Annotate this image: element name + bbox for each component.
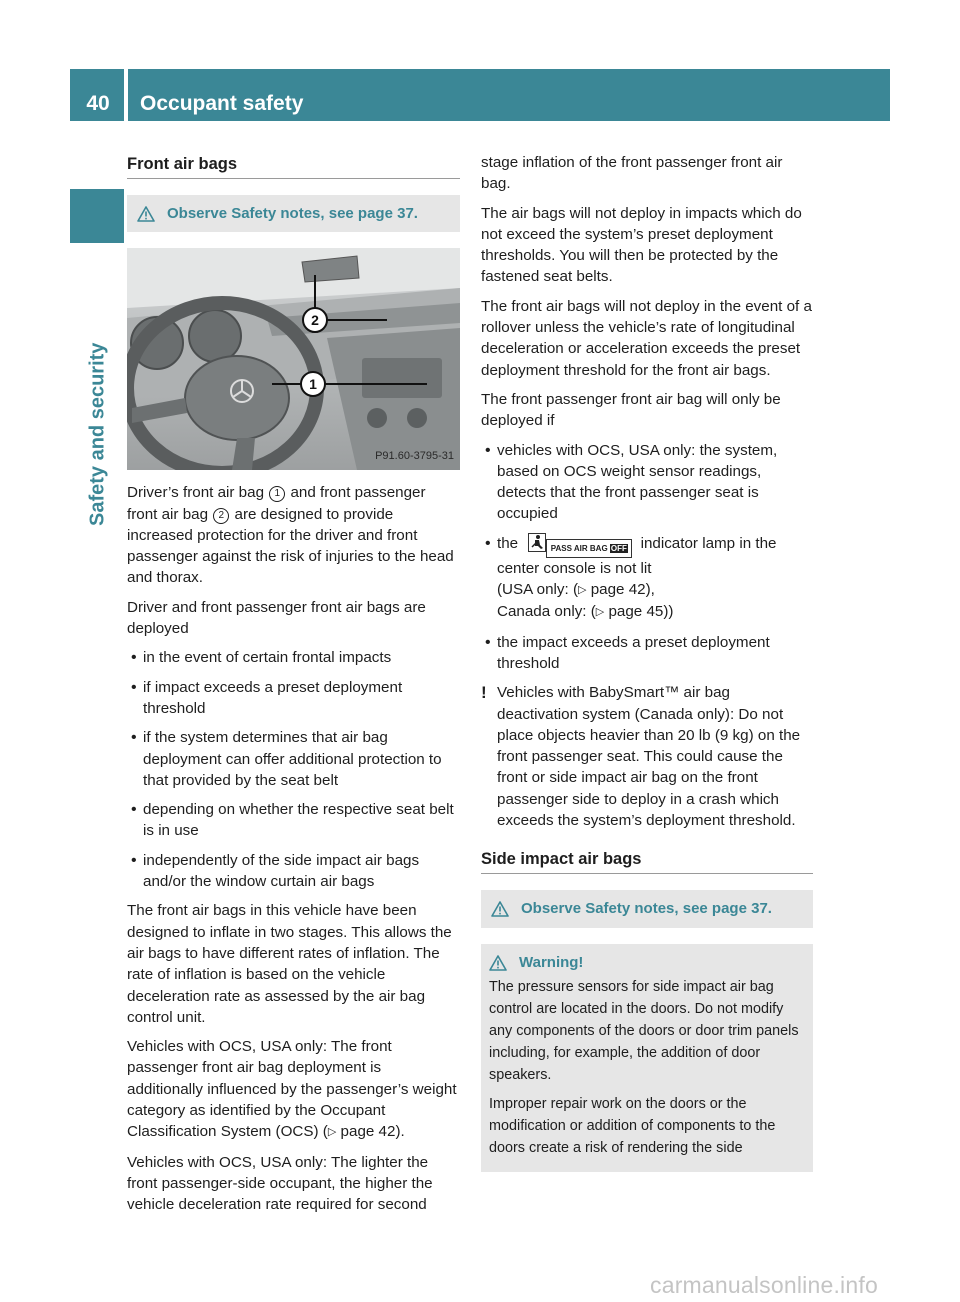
warning-box (481, 944, 813, 1172)
caution-exclamation-icon: ! (481, 683, 487, 703)
section-heading-side-impact: Side impact air bags (481, 847, 813, 874)
passenger-conditions-list (481, 440, 813, 675)
safety-note-text: Observe Safety notes, see page 37. (521, 900, 772, 918)
marker-2: 2 (213, 508, 229, 524)
deploy-conditions-list (127, 647, 460, 892)
warning-title: Warning! (519, 953, 584, 971)
right-column (481, 152, 813, 1172)
list-item: • the impact exceeds a preset deployment threshold (481, 632, 813, 675)
side-tab-label: Safety and security (86, 342, 109, 526)
section-heading-front-air-bags: Front air bags (127, 152, 460, 179)
figure-marker-2: 2 (311, 312, 319, 329)
pass-air-bag-off-lamp-icon (546, 539, 632, 558)
two-stage-paragraph: The front air bags in this vehicle have been designed to inflate in two stages. This allows the air bags to have different rates of inflation. The rate of inflation is based on the vehicle deceleration rate as assessed by the air bag control unit. (127, 902, 452, 1026)
canada-ref-text: Canada only: ( (497, 603, 596, 621)
lamp-off-text: OFF (610, 543, 627, 553)
lamp-text: PASS AIR BAG (550, 543, 608, 553)
page-ref-arrow-icon: ▷ (327, 1126, 337, 1139)
header-divider (124, 69, 128, 121)
passenger-deploy-intro: The front passenger front air bag will only be deployed if (481, 390, 781, 430)
page-ref-link[interactable]: page 42). (336, 1123, 405, 1141)
left-column (127, 152, 460, 1224)
usa-ref-text: (USA only: ( (497, 581, 579, 599)
watermark: carmanualsonline.info (650, 1272, 878, 1298)
list-item: • if impact exceeds a preset deployment threshold (127, 677, 460, 720)
list-item: • if the system determines that air bag deployment can offer additional protection to that provided by the seat belt (127, 727, 460, 791)
warning-paragraph: The pressure sensors for side impact air bag control are located in the doors. Do not modify any components of the doors or door trim panels including, for example, the addition of door speakers. (489, 979, 799, 1083)
intro-paragraph (127, 482, 460, 588)
figure-marker-1: 1 (309, 376, 317, 393)
list-item (481, 533, 813, 624)
list-item: • independently of the side impact air bags and/or the window curtain air bags (127, 850, 460, 893)
rollover-paragraph: The front air bags will not deploy in the event of a rollover unless the vehicle’s rate of longitudinal deceleration or acceleration exceeds the preset deployment threshold for the front air bags. (481, 297, 812, 379)
intro-text-3: are designed to provide increased protection for the driver and front passenger against the risk of injuries to the head and thorax. (127, 505, 454, 587)
continued-paragraph: stage inflation of the front passenger front air bag. (481, 154, 783, 193)
ocs-paragraph (127, 1036, 460, 1143)
list-item: • in the event of certain frontal impacts (127, 647, 460, 668)
page-ref-arrow-icon: ▷ (578, 584, 587, 597)
seat-occupant-icon (528, 533, 546, 552)
bullet-text: indicator lamp in the center console is not lit (497, 534, 777, 577)
page-number: 40 (86, 92, 110, 115)
page-title: Occupant safety (140, 92, 304, 115)
safety-note-text: Observe Safety notes, see page 37. (167, 205, 418, 222)
intro-text-2: and front passenger front air bag (127, 484, 426, 523)
marker-1: 1 (269, 486, 285, 502)
bullet-text: the (497, 534, 523, 552)
page-ref-link[interactable]: page 42), (586, 581, 655, 599)
dashboard-airbag-figure (127, 248, 460, 470)
threshold-paragraph: The air bags will not deploy in impacts which do not exceed the system’s preset deployment thresholds. You will then be protected by the fastened seat belts. (481, 204, 802, 286)
figure-code: P91.60-3795-31 (375, 450, 454, 462)
warning-triangle-icon (137, 206, 155, 222)
caution-note (481, 682, 813, 831)
warning-header (489, 952, 805, 974)
page-ref-arrow-icon: ▷ (595, 606, 605, 619)
warning-triangle-icon (491, 901, 509, 917)
side-tab-marker (70, 189, 124, 243)
lighter-occupant-paragraph: Vehicles with OCS, USA only: The lighter the front passenger-side occupant, the higher the vehicle deceleration rate required for second (127, 1153, 433, 1214)
caution-text: Vehicles with BabySmart™ air bag deactivation system (Canada only): Do not place objects heavier than 20 lb (9 kg) on the front passenger seat. This could cause the front or side impact air bag on the front passenger side to deploy in a crash which exceeds the system’s deployment threshold. (497, 684, 801, 830)
deploy-intro: Driver and front passenger front air bags are deployed (127, 598, 426, 638)
intro-text-1: Driver’s front air bag (127, 484, 269, 502)
dashboard-illustration (127, 248, 460, 470)
page-ref-link[interactable]: page 45)) (604, 603, 674, 621)
warning-triangle-icon (489, 955, 507, 971)
list-item: • vehicles with OCS, USA only: the system, based on OCS weight sensor readings, detects that the front passenger seat is occupied (481, 440, 813, 525)
list-item: • depending on whether the respective seat belt is in use (127, 799, 460, 842)
safety-note (481, 890, 813, 927)
warning-paragraph: Improper repair work on the doors or the modification or addition of components to the doors create a risk of rendering the side (489, 1096, 776, 1156)
safety-note (127, 195, 460, 232)
ocs-text: Vehicles with OCS, USA only: The front passenger front air bag deployment is additionally influenced by the passenger’s weight category as identified by the Occupant Classification System (OCS) ( (127, 1038, 457, 1141)
